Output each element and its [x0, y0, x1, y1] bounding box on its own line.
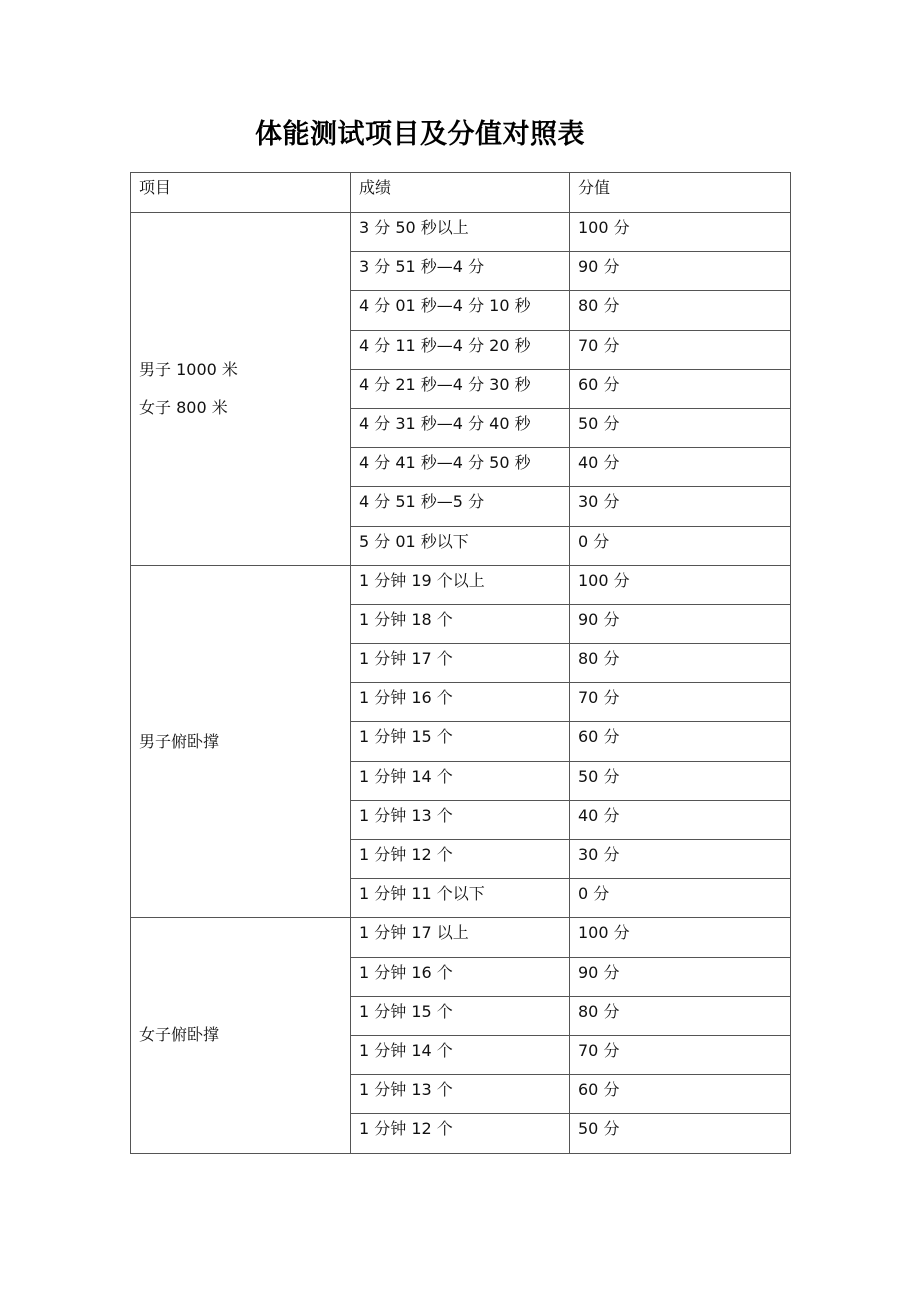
score-cell: 60 分 — [570, 722, 791, 761]
score-cell: 80 分 — [570, 291, 791, 330]
result-cell: 4 分 21 秒—4 分 30 秒 — [351, 369, 570, 408]
score-cell: 70 分 — [570, 1035, 791, 1074]
result-cell: 1 分钟 12 个 — [351, 840, 570, 879]
header-result: 成绩 — [351, 173, 570, 213]
score-table — [130, 172, 791, 1154]
item-cell — [131, 565, 351, 918]
score-cell: 70 分 — [570, 683, 791, 722]
item-label: 男子 1000 米 — [139, 359, 238, 379]
result-cell: 1 分钟 16 个 — [351, 683, 570, 722]
item-cell — [131, 213, 351, 566]
header-item: 项目 — [131, 173, 351, 213]
result-cell: 1 分钟 18 个 — [351, 604, 570, 643]
table-body — [131, 213, 791, 1154]
table-row — [131, 213, 791, 252]
score-cell: 100 分 — [570, 565, 791, 604]
score-cell: 100 分 — [570, 918, 791, 957]
score-cell: 90 分 — [570, 957, 791, 996]
result-cell: 5 分 01 秒以下 — [351, 526, 570, 565]
score-cell: 40 分 — [570, 448, 791, 487]
item-cell — [131, 918, 351, 1153]
result-cell: 4 分 41 秒—4 分 50 秒 — [351, 448, 570, 487]
result-cell: 1 分钟 19 个以上 — [351, 565, 570, 604]
item-label: 男子俯卧撑 — [139, 731, 220, 751]
result-cell: 1 分钟 11 个以下 — [351, 879, 570, 918]
score-cell: 50 分 — [570, 1114, 791, 1153]
result-cell: 1 分钟 14 个 — [351, 761, 570, 800]
result-cell: 3 分 51 秒—4 分 — [351, 252, 570, 291]
result-cell: 1 分钟 15 个 — [351, 722, 570, 761]
score-cell: 70 分 — [570, 330, 791, 369]
result-cell: 1 分钟 13 个 — [351, 800, 570, 839]
result-cell: 1 分钟 14 个 — [351, 1035, 570, 1074]
score-cell: 60 分 — [570, 369, 791, 408]
score-cell: 0 分 — [570, 526, 791, 565]
score-cell: 50 分 — [570, 761, 791, 800]
score-cell: 30 分 — [570, 840, 791, 879]
result-cell: 1 分钟 16 个 — [351, 957, 570, 996]
score-cell: 80 分 — [570, 996, 791, 1035]
score-cell: 80 分 — [570, 644, 791, 683]
result-cell: 1 分钟 15 个 — [351, 996, 570, 1035]
result-cell: 3 分 50 秒以上 — [351, 213, 570, 252]
result-cell: 4 分 51 秒—5 分 — [351, 487, 570, 526]
score-cell: 50 分 — [570, 408, 791, 447]
header-score: 分值 — [570, 173, 791, 213]
score-cell: 100 分 — [570, 213, 791, 252]
score-cell: 30 分 — [570, 487, 791, 526]
score-cell: 90 分 — [570, 252, 791, 291]
item-label: 女子俯卧撑 — [139, 1025, 220, 1045]
result-cell: 4 分 01 秒—4 分 10 秒 — [351, 291, 570, 330]
result-cell: 1 分钟 12 个 — [351, 1114, 570, 1153]
table-row — [131, 918, 791, 957]
item-label: 女子 800 米 — [139, 397, 228, 417]
result-cell: 1 分钟 13 个 — [351, 1075, 570, 1114]
page-title: 体能测试项目及分值对照表 — [255, 119, 585, 150]
result-cell: 4 分 31 秒—4 分 40 秒 — [351, 408, 570, 447]
score-cell: 40 分 — [570, 800, 791, 839]
score-cell: 90 分 — [570, 604, 791, 643]
score-cell: 60 分 — [570, 1075, 791, 1114]
score-cell: 0 分 — [570, 879, 791, 918]
result-cell: 1 分钟 17 个 — [351, 644, 570, 683]
result-cell: 1 分钟 17 以上 — [351, 918, 570, 957]
table-row — [131, 565, 791, 604]
table-header-row — [131, 173, 791, 213]
result-cell: 4 分 11 秒—4 分 20 秒 — [351, 330, 570, 369]
